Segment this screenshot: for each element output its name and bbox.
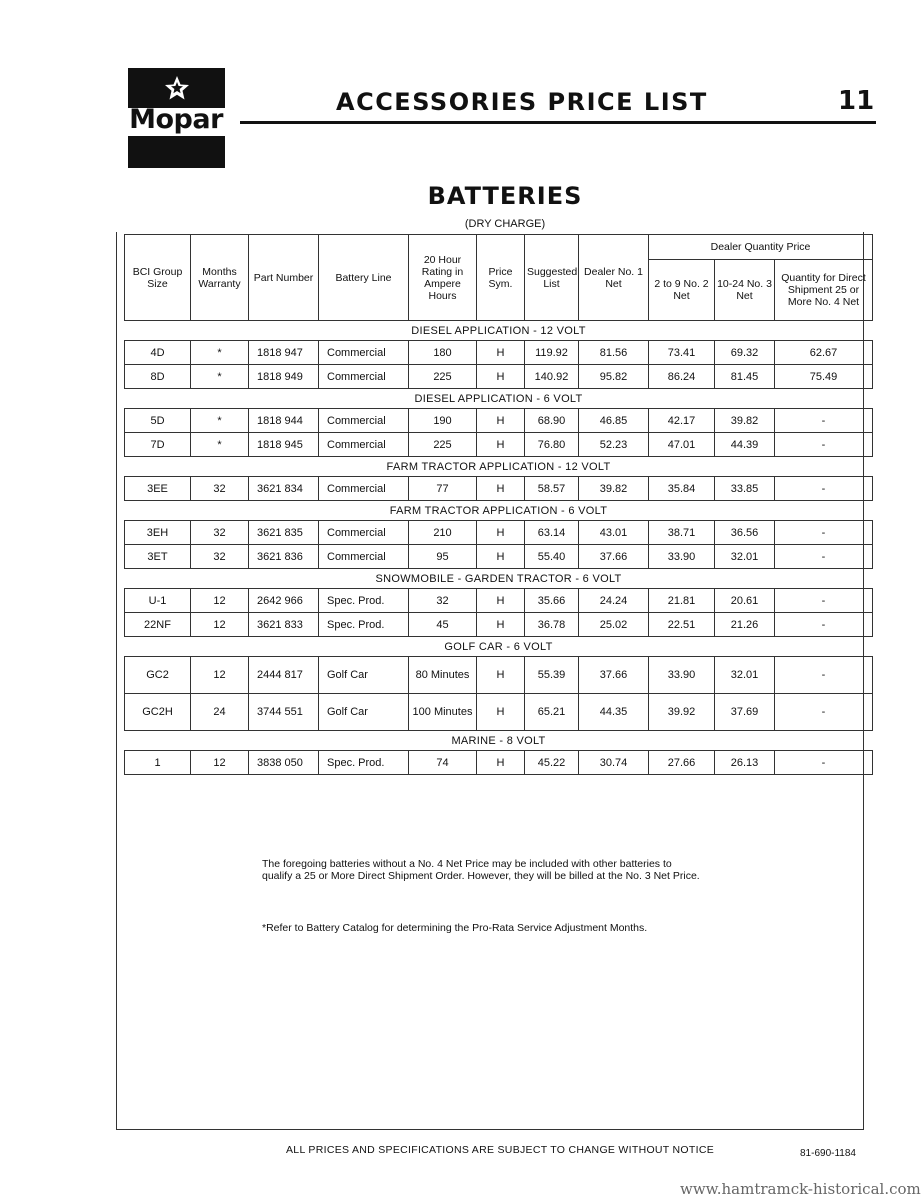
category-row bbox=[125, 457, 873, 477]
cell-list: 140.92 bbox=[525, 365, 579, 389]
table-body bbox=[125, 321, 873, 775]
category-label: DIESEL APPLICATION - 6 VOLT bbox=[125, 389, 873, 409]
category-row bbox=[125, 389, 873, 409]
category-label: DIESEL APPLICATION - 12 VOLT bbox=[125, 321, 873, 341]
cell-line: Golf Car bbox=[319, 657, 409, 694]
header-net4: Quantity for Direct Shipment 25 or More No. 4 Net bbox=[775, 260, 873, 321]
cell-sym: H bbox=[477, 409, 525, 433]
cell-line: Commercial bbox=[319, 521, 409, 545]
cell-sym: H bbox=[477, 589, 525, 613]
price-table bbox=[124, 234, 873, 775]
cell-size: 7D bbox=[125, 433, 191, 457]
cell-net4: - bbox=[775, 751, 873, 775]
cell-net1: 52.23 bbox=[579, 433, 649, 457]
table-row bbox=[125, 477, 873, 501]
table-row bbox=[125, 694, 873, 731]
cell-net1: 37.66 bbox=[579, 657, 649, 694]
header-net3: 10-24 No. 3 Net bbox=[715, 260, 775, 321]
cell-size: 3ET bbox=[125, 545, 191, 569]
cell-net2: 86.24 bbox=[649, 365, 715, 389]
cell-sym: H bbox=[477, 751, 525, 775]
cell-net3: 69.32 bbox=[715, 341, 775, 365]
cell-list: 45.22 bbox=[525, 751, 579, 775]
cell-net1: 25.02 bbox=[579, 613, 649, 637]
header-group-size: BCI Group Size bbox=[125, 235, 191, 321]
cell-list: 55.40 bbox=[525, 545, 579, 569]
cell-net4: - bbox=[775, 657, 873, 694]
watermark: www.hamtramck-historical.com bbox=[680, 1180, 921, 1198]
cell-part: 1818 947 bbox=[249, 341, 319, 365]
header-dealer-quantity: Dealer Quantity Price bbox=[649, 235, 873, 260]
table-row bbox=[125, 409, 873, 433]
cell-net2: 35.84 bbox=[649, 477, 715, 501]
cell-net1: 44.35 bbox=[579, 694, 649, 731]
cell-rating: 74 bbox=[409, 751, 477, 775]
header-part-number: Part Number bbox=[249, 235, 319, 321]
cell-net4: - bbox=[775, 694, 873, 731]
cell-list: 65.21 bbox=[525, 694, 579, 731]
cell-part: 1818 949 bbox=[249, 365, 319, 389]
cell-line: Commercial bbox=[319, 341, 409, 365]
pentastar-icon bbox=[164, 75, 190, 101]
cell-net1: 37.66 bbox=[579, 545, 649, 569]
cell-net3: 44.39 bbox=[715, 433, 775, 457]
footer-notice: ALL PRICES AND SPECIFICATIONS ARE SUBJECT TO CHANGE WITHOUT NOTICE bbox=[286, 1144, 715, 1156]
notes-footnote: *Refer to Battery Catalog for determining the Pro-Rata Service Adjustment Months. bbox=[262, 922, 648, 934]
cell-rating: 225 bbox=[409, 365, 477, 389]
cell-warranty: 12 bbox=[191, 657, 249, 694]
brand-logo-bar bbox=[128, 136, 225, 168]
cell-net2: 42.17 bbox=[649, 409, 715, 433]
category-row bbox=[125, 321, 873, 341]
header-rule bbox=[240, 121, 876, 124]
header-rating: 20 Hour Rating in Ampere Hours bbox=[409, 235, 477, 321]
cell-line: Golf Car bbox=[319, 694, 409, 731]
cell-net3: 36.56 bbox=[715, 521, 775, 545]
brand-logo-emblem bbox=[128, 68, 225, 108]
cell-rating: 100 Minutes bbox=[409, 694, 477, 731]
cell-net3: 21.26 bbox=[715, 613, 775, 637]
table-row bbox=[125, 365, 873, 389]
cell-sym: H bbox=[477, 545, 525, 569]
cell-size: GC2H bbox=[125, 694, 191, 731]
cell-sym: H bbox=[477, 657, 525, 694]
cell-rating: 190 bbox=[409, 409, 477, 433]
cell-warranty: 12 bbox=[191, 751, 249, 775]
cell-rating: 80 Minutes bbox=[409, 657, 477, 694]
cell-net2: 27.66 bbox=[649, 751, 715, 775]
cell-warranty: * bbox=[191, 409, 249, 433]
cell-net1: 43.01 bbox=[579, 521, 649, 545]
cell-warranty: * bbox=[191, 365, 249, 389]
cell-rating: 210 bbox=[409, 521, 477, 545]
cell-warranty: 32 bbox=[191, 521, 249, 545]
cell-list: 36.78 bbox=[525, 613, 579, 637]
cell-warranty: 32 bbox=[191, 477, 249, 501]
header-warranty: Months Warranty bbox=[191, 235, 249, 321]
cell-list: 63.14 bbox=[525, 521, 579, 545]
cell-net3: 39.82 bbox=[715, 409, 775, 433]
page-number: 11 bbox=[838, 86, 875, 116]
cell-list: 35.66 bbox=[525, 589, 579, 613]
cell-list: 55.39 bbox=[525, 657, 579, 694]
table-row bbox=[125, 613, 873, 637]
table-row bbox=[125, 433, 873, 457]
cell-sym: H bbox=[477, 477, 525, 501]
cell-rating: 32 bbox=[409, 589, 477, 613]
cell-sym: H bbox=[477, 365, 525, 389]
section-subtitle: (DRY CHARGE) bbox=[464, 218, 546, 230]
header-dealer-net1: Dealer No. 1 Net bbox=[579, 235, 649, 321]
cell-sym: H bbox=[477, 694, 525, 731]
cell-warranty: 24 bbox=[191, 694, 249, 731]
category-row bbox=[125, 731, 873, 751]
cell-net1: 81.56 bbox=[579, 341, 649, 365]
table-row bbox=[125, 657, 873, 694]
cell-rating: 180 bbox=[409, 341, 477, 365]
cell-net3: 81.45 bbox=[715, 365, 775, 389]
cell-size: 8D bbox=[125, 365, 191, 389]
cell-net1: 95.82 bbox=[579, 365, 649, 389]
cell-net3: 20.61 bbox=[715, 589, 775, 613]
cell-part: 3621 833 bbox=[249, 613, 319, 637]
header-battery-line: Battery Line bbox=[319, 235, 409, 321]
cell-line: Spec. Prod. bbox=[319, 751, 409, 775]
cell-line: Commercial bbox=[319, 545, 409, 569]
category-label: SNOWMOBILE - GARDEN TRACTOR - 6 VOLT bbox=[125, 569, 873, 589]
cell-size: 22NF bbox=[125, 613, 191, 637]
cell-size: U-1 bbox=[125, 589, 191, 613]
cell-rating: 95 bbox=[409, 545, 477, 569]
cell-line: Commercial bbox=[319, 409, 409, 433]
cell-line: Spec. Prod. bbox=[319, 613, 409, 637]
cell-net4: - bbox=[775, 477, 873, 501]
cell-size: 1 bbox=[125, 751, 191, 775]
cell-sym: H bbox=[477, 613, 525, 637]
cell-sym: H bbox=[477, 521, 525, 545]
header-suggested-list: Suggested List bbox=[525, 235, 579, 321]
category-label: MARINE - 8 VOLT bbox=[125, 731, 873, 751]
cell-warranty: 32 bbox=[191, 545, 249, 569]
cell-net1: 30.74 bbox=[579, 751, 649, 775]
section-title: BATTERIES bbox=[427, 182, 583, 210]
cell-line: Commercial bbox=[319, 477, 409, 501]
category-label: FARM TRACTOR APPLICATION - 6 VOLT bbox=[125, 501, 873, 521]
category-row bbox=[125, 501, 873, 521]
cell-net2: 73.41 bbox=[649, 341, 715, 365]
cell-part: 2444 817 bbox=[249, 657, 319, 694]
cell-net3: 37.69 bbox=[715, 694, 775, 731]
cell-rating: 77 bbox=[409, 477, 477, 501]
cell-net4: 62.67 bbox=[775, 341, 873, 365]
cell-sym: H bbox=[477, 341, 525, 365]
cell-net1: 39.82 bbox=[579, 477, 649, 501]
cell-net2: 21.81 bbox=[649, 589, 715, 613]
cell-size: 5D bbox=[125, 409, 191, 433]
cell-list: 58.57 bbox=[525, 477, 579, 501]
header-net2: 2 to 9 No. 2 Net bbox=[649, 260, 715, 321]
cell-net1: 24.24 bbox=[579, 589, 649, 613]
notes-paragraph: The foregoing batteries without a No. 4 Net Price may be included with other batteries to qualify a 25 or More Direct Shipment Order. However, they will be billed at the No. 3 Net Price. bbox=[262, 858, 700, 882]
cell-net2: 33.90 bbox=[649, 657, 715, 694]
footer-code: 81-690-1184 bbox=[800, 1148, 856, 1159]
table-header-row bbox=[125, 235, 873, 260]
cell-net4: 75.49 bbox=[775, 365, 873, 389]
cell-warranty: * bbox=[191, 341, 249, 365]
cell-net2: 47.01 bbox=[649, 433, 715, 457]
cell-list: 68.90 bbox=[525, 409, 579, 433]
cell-rating: 45 bbox=[409, 613, 477, 637]
cell-part: 3621 836 bbox=[249, 545, 319, 569]
cell-part: 1818 945 bbox=[249, 433, 319, 457]
cell-line: Commercial bbox=[319, 365, 409, 389]
header-price-sym: Price Sym. bbox=[477, 235, 525, 321]
cell-part: 3621 835 bbox=[249, 521, 319, 545]
cell-warranty: * bbox=[191, 433, 249, 457]
table-row bbox=[125, 751, 873, 775]
cell-part: 2642 966 bbox=[249, 589, 319, 613]
cell-warranty: 12 bbox=[191, 589, 249, 613]
cell-net3: 32.01 bbox=[715, 657, 775, 694]
table-row bbox=[125, 521, 873, 545]
table-row bbox=[125, 545, 873, 569]
cell-part: 3838 050 bbox=[249, 751, 319, 775]
cell-size: 4D bbox=[125, 341, 191, 365]
cell-list: 119.92 bbox=[525, 341, 579, 365]
table-row bbox=[125, 341, 873, 365]
cell-net4: - bbox=[775, 589, 873, 613]
cell-net2: 33.90 bbox=[649, 545, 715, 569]
cell-net4: - bbox=[775, 409, 873, 433]
cell-size: 3EH bbox=[125, 521, 191, 545]
cell-net3: 26.13 bbox=[715, 751, 775, 775]
header-title: ACCESSORIES PRICE LIST bbox=[336, 88, 708, 116]
cell-net4: - bbox=[775, 521, 873, 545]
cell-net2: 38.71 bbox=[649, 521, 715, 545]
cell-part: 1818 944 bbox=[249, 409, 319, 433]
cell-line: Spec. Prod. bbox=[319, 589, 409, 613]
cell-part: 3744 551 bbox=[249, 694, 319, 731]
cell-list: 76.80 bbox=[525, 433, 579, 457]
category-label: FARM TRACTOR APPLICATION - 12 VOLT bbox=[125, 457, 873, 477]
cell-size: 3EE bbox=[125, 477, 191, 501]
cell-net4: - bbox=[775, 545, 873, 569]
brand-logo-wordmark: Mopar bbox=[129, 104, 223, 135]
cell-net3: 33.85 bbox=[715, 477, 775, 501]
cell-part: 3621 834 bbox=[249, 477, 319, 501]
cell-rating: 225 bbox=[409, 433, 477, 457]
cell-size: GC2 bbox=[125, 657, 191, 694]
cell-net4: - bbox=[775, 433, 873, 457]
cell-net2: 22.51 bbox=[649, 613, 715, 637]
cell-warranty: 12 bbox=[191, 613, 249, 637]
cell-sym: H bbox=[477, 433, 525, 457]
cell-net3: 32.01 bbox=[715, 545, 775, 569]
table-row bbox=[125, 589, 873, 613]
cell-net2: 39.92 bbox=[649, 694, 715, 731]
cell-net1: 46.85 bbox=[579, 409, 649, 433]
cell-net4: - bbox=[775, 613, 873, 637]
cell-line: Commercial bbox=[319, 433, 409, 457]
category-label: GOLF CAR - 6 VOLT bbox=[125, 637, 873, 657]
category-row bbox=[125, 637, 873, 657]
category-row bbox=[125, 569, 873, 589]
